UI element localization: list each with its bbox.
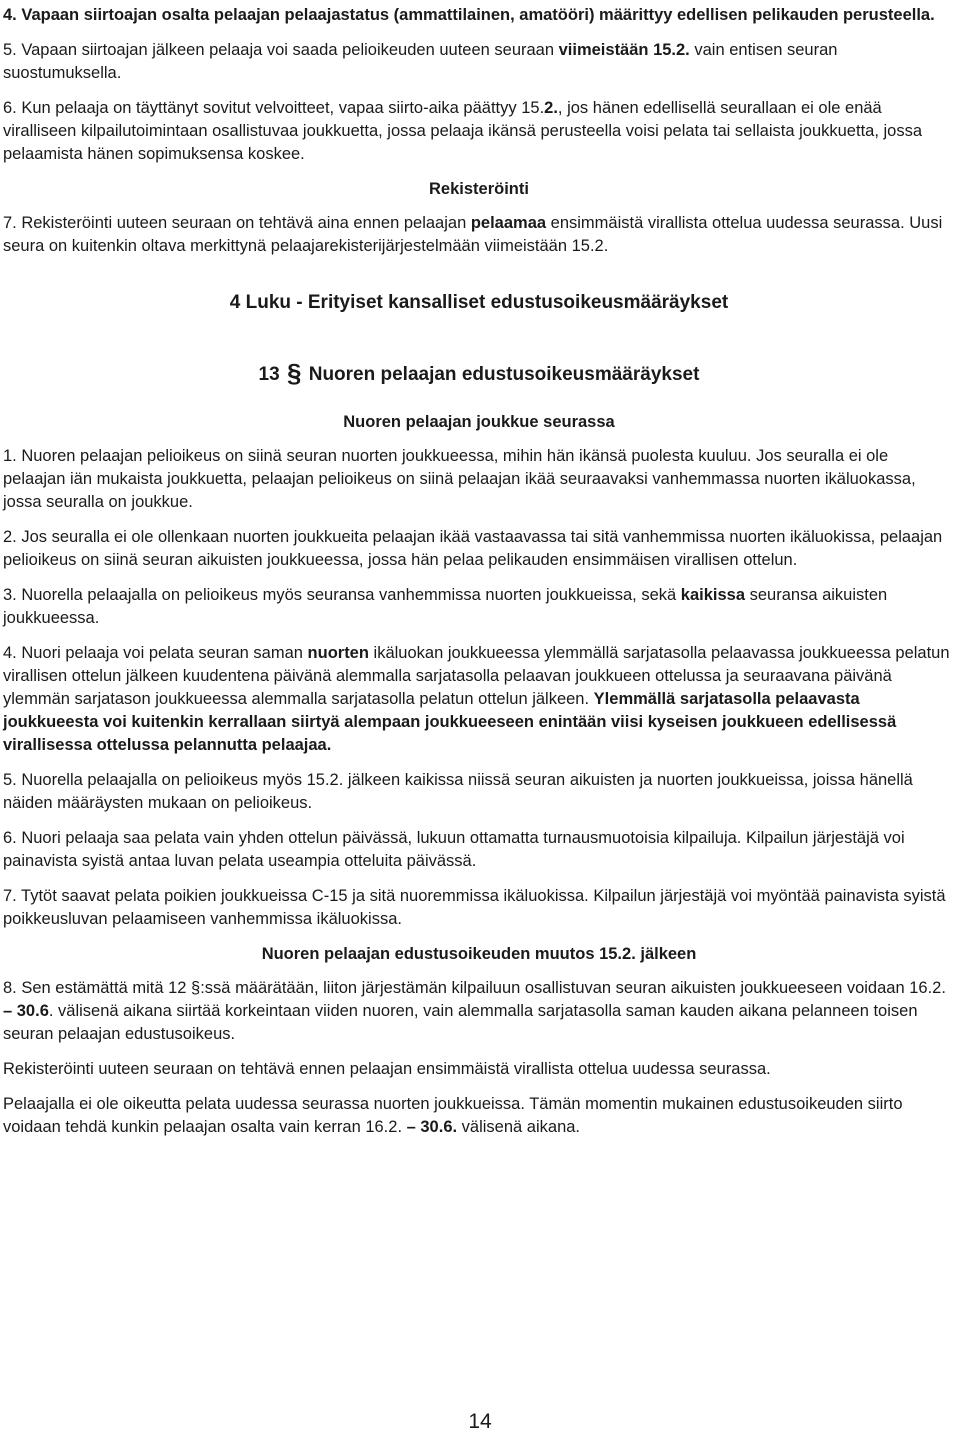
transfer-restriction-text-a: Pelaajalla ei ole oikeutta pelata uudessa seurassa nuorten joukkueissa. Tämän momentin mukainen edustusoikeuden siirto voidaan tehdä kunkin pelaajan osalta vain kerran 16.2. bbox=[3, 1095, 903, 1136]
item-5-deadline: viimeistään 15.2. bbox=[558, 41, 690, 59]
youth-item-4-text-a: 4. Nuori pelaaja voi pelata seuran saman bbox=[3, 644, 308, 662]
item-7-paragraph bbox=[3, 212, 955, 258]
item-7-text-a: 7. Rekisteröinti uuteen seuraan on tehtävä aina ennen pelaajan bbox=[3, 214, 471, 232]
transfer-restriction-date-end: – 30.6. bbox=[406, 1118, 458, 1136]
transfer-restriction-note bbox=[3, 1093, 955, 1139]
transfer-item-8-date-end: – 30.6 bbox=[3, 1002, 49, 1020]
youth-item-2: 2. Jos seuralla ei ole ollenkaan nuorten joukkueita pelaajan ikää vastaavassa tai sitä vanhemmissa nuorten ikäluokissa, pelaajan pelioikeus on siinä seuran aikuisten joukkueessa, jossa hän pelaa pelikauden ensimmäisen virallisen ottelun. bbox=[3, 528, 943, 569]
youth-item-3-text-a: 3. Nuorella pelaajalla on pelioikeus myös seuransa vanhemmissa nuorten joukkueissa, sekä bbox=[3, 586, 681, 604]
transfer-restriction-text-c: välisenä aikana. bbox=[457, 1118, 581, 1136]
item-4-paragraph: 4. Vapaan siirtoajan osalta pelaajan pelaajastatus (ammattilainen, amatööri) määrittyy edellisen pelikauden perusteella. bbox=[3, 6, 935, 24]
item-6-paragraph bbox=[3, 97, 955, 166]
youth-item-4-text-c: ikäluokan joukkueessa ylemmällä sarjatasolla pelaavassa joukkueessa pelatun virallisen ottelun jälkeen kuudentena päivänä alemmalla sarjatasolla pelaavan joukkueen ottelussa ja seuraavana päivänä ylemmän sarjatason joukkueessa alemmalla sarjatasolla pelatun ottelun jälkeen. bbox=[3, 644, 950, 708]
section-13-title bbox=[3, 360, 955, 388]
section-number: 13 bbox=[258, 364, 280, 385]
item-7-emphasis: pelaamaa bbox=[470, 214, 547, 232]
youth-item-3-emphasis: kaikissa bbox=[680, 586, 746, 604]
youth-item-4-emphasis: nuorten bbox=[307, 644, 369, 662]
youth-item-3-text-c: seuransa aikuisten joukkueessa. bbox=[3, 586, 888, 627]
page-number: 14 bbox=[468, 1410, 492, 1433]
transfer-heading: Nuoren pelaajan edustusoikeuden muutos 15.2. jälkeen bbox=[261, 945, 697, 963]
item-7-text-c: ensimmäistä virallista ottelua uudessa seurassa. Uusi seura on kuitenkin oltava merkittynä pelaajarekisterijärjestelmään viimeistään 15.2. bbox=[3, 214, 943, 255]
chapter-title: 4 Luku - Erityiset kansalliset edustusoikeusmääräykset bbox=[229, 292, 729, 313]
transfer-item-8-text-a: 8. Sen estämättä mitä 12 bbox=[3, 979, 192, 997]
transfer-item-8-text-d: . välisenä aikana siirtää korkeintaan viiden nuoren, vain alemmalla sarjatasolla saman kauden aikana pelanneen toisen seuran pelaajan edustusoikeus. bbox=[3, 1002, 918, 1043]
item-6-text-c: , jos hänen edellisellä seurallaan ei ole enää viralliseen kilpailutoimintaan osallistuvaa joukkuetta, jossa pelaaja ikänsä perusteella voisi pelata tai sellaista joukkuetta, jossa pelaamista hänen sopimuksensa koskee. bbox=[3, 99, 923, 163]
item-6-emphasis: 2. bbox=[544, 99, 558, 117]
youth-item-7: 7. Tytöt saavat pelata poikien joukkueissa C-15 ja sitä nuoremmissa ikäluokissa. Kilpailun järjestäjä voi myöntää painavista syistä poikkeusluvan pelaamiseen vanhemmissa ikäluokissa. bbox=[3, 887, 946, 928]
youth-item-1: 1. Nuoren pelaajan pelioikeus on siinä seuran nuorten joukkueessa, mihin hän ikänsä puolesta kuuluu. Jos seuralla ei ole pelaajan iän mukaista joukkuetta, pelaajan pelioikeus on siinä pelaajan ikää seuraavaksi vanhemmassa nuorten ikäluokassa, jossa seuralla on joukkue. bbox=[3, 447, 916, 511]
youth-item-6: 6. Nuori pelaaja saa pelata vain yhden ottelun päivässä, lukuun ottamatta turnausmuotoisia kilpailuja. Kilpailun järjestäjä voi painavista syistä antaa luvan pelata useampia otteluita päivässä. bbox=[3, 829, 905, 870]
item-5-text-a: 5. Vapaan siirtoajan jälkeen pelaaja voi saada pelioikeuden uuteen seuraan bbox=[3, 41, 559, 59]
paragraph-sign-icon: § bbox=[286, 358, 302, 388]
item-6-text-a: 6. Kun pelaaja on täyttänyt sovitut velvoitteet, vapaa siirto-aika päättyy 15. bbox=[3, 99, 545, 117]
registration-heading: Rekisteröinti bbox=[429, 180, 529, 198]
paragraph-sign-inline-icon: § bbox=[191, 979, 201, 997]
section-title-text: Nuoren pelaajan edustusoikeusmääräykset bbox=[308, 364, 700, 385]
document-body bbox=[3, 4, 955, 1139]
youth-item-5: 5. Nuorella pelaajalla on pelioikeus myös 15.2. jälkeen kaikissa niissä seuran aikuisten ja nuorten joukkueissa, joissa hänellä näiden määräysten mukaan on pelioikeus. bbox=[3, 771, 913, 812]
item-5-paragraph bbox=[3, 39, 955, 85]
transfer-item-8 bbox=[3, 977, 955, 1046]
item-5-text-c: vain entisen seuran suostumuksella. bbox=[3, 41, 838, 82]
youth-item-4-bold-rule: Ylemmällä sarjatasolla pelaavasta joukkueesta voi kuitenkin kerrallaan siirtyä alempaan joukkueeseen enintään viisi kyseisen joukkueen edellisessä virallisessa ottelussa pelannutta pelaajaa. bbox=[3, 690, 897, 754]
transfer-item-8-text-b: :ssä määrätään, liiton järjestämän kilpailuun osallistuvan seuran aikuisten joukkueeseen voidaan 16.2. bbox=[200, 979, 946, 997]
youth-team-subheading: Nuoren pelaajan joukkue seurassa bbox=[343, 413, 615, 431]
youth-item-3 bbox=[3, 584, 955, 630]
transfer-registration-note: Rekisteröinti uuteen seuraan on tehtävä ennen pelaajan ensimmäistä virallista ottelua uudessa seurassa. bbox=[3, 1060, 771, 1078]
youth-item-4 bbox=[3, 642, 955, 757]
